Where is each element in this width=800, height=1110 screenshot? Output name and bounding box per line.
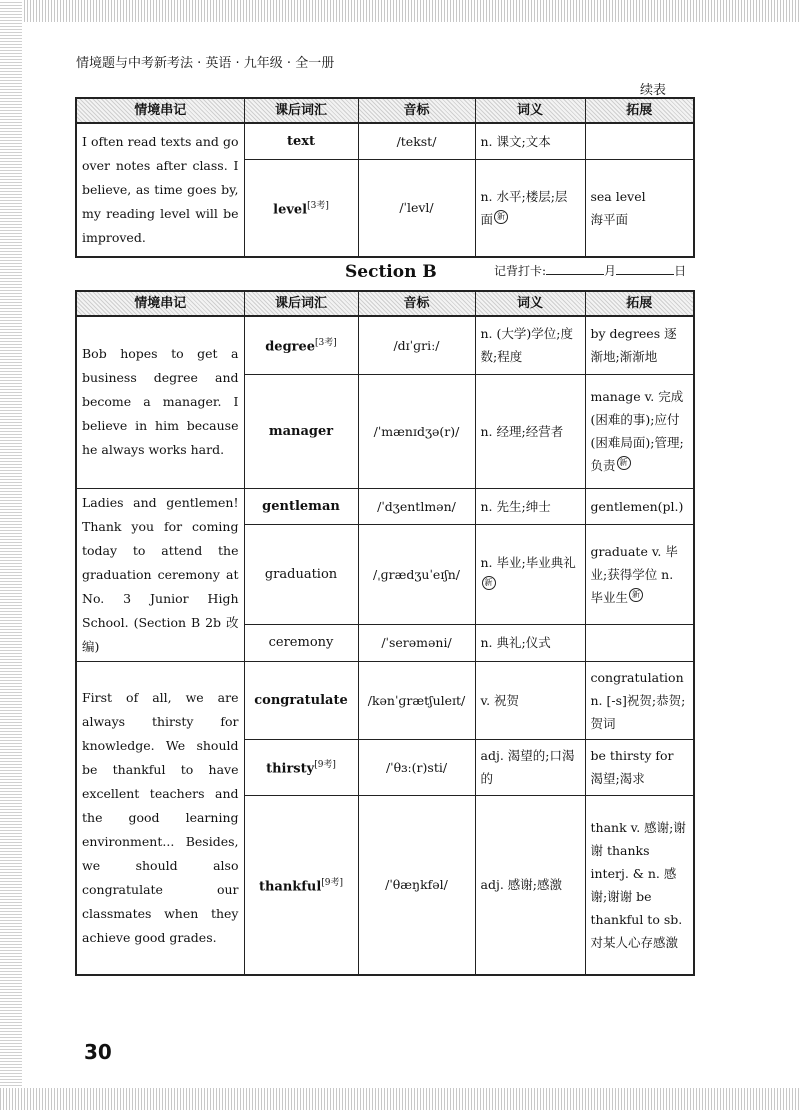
vocab-word: manager (244, 374, 358, 488)
table-header-row (76, 291, 694, 316)
exam-count: [3考] (307, 200, 329, 211)
vocab-word: graduation (244, 525, 358, 624)
running-head: 情境题与中考新考法 · 英语 · 九年级 · 全一册 (76, 56, 335, 71)
context-passage: Bob hopes to get a business degree and become a manager. I believe in him because he always works hard. (76, 316, 244, 488)
col-header-phonetic: 音标 (358, 291, 475, 316)
extension: be thirsty for 渴望;渴求 (585, 739, 694, 795)
context-passage: First of all, we are always thirsty for knowledge. We should be thankful to have excellent teachers and the good learning environment... Besides, we should also congratulate our classmates when they achieve good grades. (76, 661, 244, 975)
table-row (76, 488, 694, 525)
context-passage: I often read texts and go over notes after class. I believe, as time goes by, my reading level will be improved. (76, 123, 244, 257)
vocab-word: congratulate (244, 661, 358, 739)
meaning: n. (大学)学位;度数;程度 (475, 316, 585, 374)
vocab-word-cell (244, 739, 358, 795)
table-row (76, 661, 694, 739)
table-header-row (76, 98, 694, 123)
exam-count: [9考] (314, 759, 336, 770)
month-label: 月 (604, 264, 617, 278)
col-header-extension: 拓展 (585, 291, 694, 316)
vocab-table-continued (75, 97, 695, 258)
extension-translation: 海平面 (590, 211, 629, 227)
phonetic: /ˈdʒentlmən/ (358, 488, 475, 525)
meaning: adj. 感谢;感激 (475, 795, 585, 975)
col-header-phonetic: 音标 (358, 98, 475, 123)
vocab-word: gentleman (244, 488, 358, 525)
new-mark-icon: 新 (482, 576, 496, 590)
extension: manage v. 完成(困难的事);应付(困难局面);管理;负责 (590, 389, 684, 473)
day-blank[interactable] (616, 262, 674, 275)
checkin-line (494, 262, 686, 279)
continued-label: 续表 (640, 83, 667, 98)
meaning-cell (475, 159, 585, 257)
meaning: n. 典礼;仪式 (475, 624, 585, 661)
col-header-word: 课后词汇 (244, 98, 358, 123)
extension-cell (585, 525, 694, 624)
checkin-label: 记背打卡: (494, 264, 547, 278)
page-number: 30 (84, 1040, 112, 1064)
vocab-word: thankful (258, 878, 322, 894)
context-passage: Ladies and gentlemen! Thank you for coming today to attend the graduation ceremony at No. 3 Junior High School. (Section B 2b 改编) (76, 488, 244, 661)
vocab-word-cell (244, 795, 358, 975)
extension (585, 624, 694, 661)
col-header-meaning: 词义 (475, 291, 585, 316)
phonetic: /ˈserəməni/ (358, 624, 475, 661)
section-title: Section B (345, 262, 437, 282)
extension-cell (585, 374, 694, 488)
phonetic: /ˈlevl/ (358, 159, 475, 257)
extension: gentlemen(pl.) (585, 488, 694, 525)
phonetic: /ˈmænɪdʒə(r)/ (358, 374, 475, 488)
extension: graduate v. 毕业;获得学位 n. 毕业生 (590, 543, 678, 605)
vocab-word: degree (265, 339, 316, 355)
day-label: 日 (674, 264, 687, 278)
table-row (76, 316, 694, 374)
extension: by degrees 逐渐地;渐渐地 (585, 316, 694, 374)
phonetic: /kənˈɡrætʃuleɪt/ (358, 661, 475, 739)
col-header-meaning: 词义 (475, 98, 585, 123)
col-header-context: 情境串记 (76, 291, 244, 316)
exam-count: [3考] (315, 338, 337, 349)
phonetic: /ˈθæŋkfəl/ (358, 795, 475, 975)
exam-count: [9考] (321, 877, 344, 888)
vocab-word: text (244, 123, 358, 159)
meaning: n. 先生;绅士 (475, 488, 585, 525)
meaning: v. 祝贺 (475, 661, 585, 739)
meaning: n. 课文;文本 (475, 123, 585, 159)
vocab-word-cell (244, 316, 358, 374)
vocab-word: thirsty (266, 761, 315, 777)
extension: thank v. 感谢;谢谢 thanks interj. & n. 感谢;谢谢 be thankful to sb. 对某人心存感激 (585, 795, 694, 975)
page-edge-top (0, 0, 800, 22)
meaning: n. 毕业;毕业典礼 (480, 555, 576, 571)
new-mark-icon: 新 (629, 588, 643, 602)
vocab-word: level (273, 201, 308, 217)
meaning: n. 水平;楼层;层面 (480, 188, 568, 227)
month-blank[interactable] (546, 262, 604, 275)
table-row (76, 123, 694, 159)
phonetic: /dɪˈɡriː/ (358, 316, 475, 374)
phonetic: /tekst/ (358, 123, 475, 159)
new-mark-icon: 新 (494, 210, 508, 224)
col-header-extension: 拓展 (585, 98, 694, 123)
phonetic: /ˈθɜː(r)sti/ (358, 739, 475, 795)
extension-cell (585, 159, 694, 257)
meaning-cell (475, 525, 585, 624)
col-header-word: 课后词汇 (244, 291, 358, 316)
phonetic: /ˌɡrædʒuˈeɪʃn/ (358, 525, 475, 624)
vocab-word-cell (244, 159, 358, 257)
page-edge-bottom (0, 1088, 800, 1110)
vocab-table-section-b (75, 290, 695, 976)
meaning: adj. 渴望的;口渴的 (475, 739, 585, 795)
extension: sea level (590, 188, 646, 204)
col-header-context: 情境串记 (76, 98, 244, 123)
vocab-word: ceremony (244, 624, 358, 661)
extension: congratulation n. [-s]祝贺;恭贺;贺词 (585, 661, 694, 739)
new-mark-icon: 新 (617, 456, 631, 470)
meaning: n. 经理;经营者 (475, 374, 585, 488)
page-binding-edge (0, 0, 22, 1110)
extension (585, 123, 694, 159)
